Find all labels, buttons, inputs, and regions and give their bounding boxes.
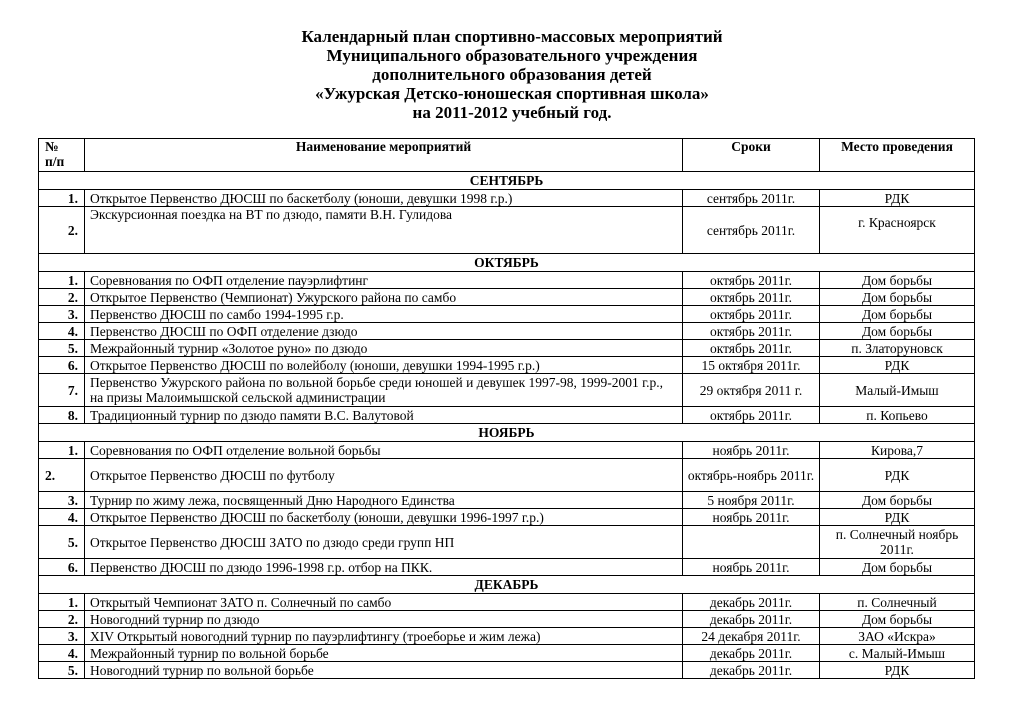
event-place: Дом борьбы	[820, 306, 975, 323]
event-name: Открытый Чемпионат ЗАТО п. Солнечный по самбо	[85, 594, 683, 611]
event-name: XIV Открытый новогодний турнир по пауэрлифтингу (троеборье и жим лежа)	[85, 628, 683, 645]
event-date: 24 декабря 2011г.	[683, 628, 820, 645]
table-row	[39, 323, 975, 340]
row-number: 2.	[39, 459, 85, 492]
title-line: дополнительного образования детей	[372, 65, 652, 84]
event-place: ЗАО «Искра»	[820, 628, 975, 645]
row-number: 1.	[39, 190, 85, 207]
row-number: 2.	[39, 207, 85, 254]
title-line: на 2011-2012 учебный год.	[412, 103, 612, 122]
month-title: ОКТЯБРЬ	[39, 254, 975, 272]
column-header-date: Сроки	[683, 139, 820, 172]
event-name: Открытое Первенство ДЮСШ по волейболу (юноши, девушки 1994-1995 г.р.)	[85, 357, 683, 374]
number-header-line1: №	[45, 139, 59, 154]
row-number: 1.	[39, 272, 85, 289]
event-place: п. Златоруновск	[820, 340, 975, 357]
table-row	[39, 306, 975, 323]
row-number: 3.	[39, 492, 85, 509]
event-place: Дом борьбы	[820, 492, 975, 509]
event-date: декабрь 2011г.	[683, 611, 820, 628]
event-name: Межрайонный турнир по вольной борьбе	[85, 645, 683, 662]
event-place: Кирова,7	[820, 442, 975, 459]
document-title	[0, 27, 1024, 122]
row-number: 4.	[39, 645, 85, 662]
event-place: Дом борьбы	[820, 272, 975, 289]
event-name: Новогодний турнир по вольной борьбе	[85, 662, 683, 679]
event-name: Первенство Ужурского района по вольной борьбе среди юношей и девушек 1997-98, 1999-2001 г.р., на призы Малоимышской сельской администрации	[85, 374, 683, 407]
event-place: РДК	[820, 357, 975, 374]
table-row	[39, 459, 975, 492]
month-row	[39, 576, 975, 594]
event-place: п. Копьево	[820, 407, 975, 424]
number-header-line2: п/п	[45, 154, 65, 169]
table-row	[39, 207, 975, 254]
row-number: 2.	[39, 611, 85, 628]
table-row	[39, 611, 975, 628]
row-number: 6.	[39, 559, 85, 576]
month-row	[39, 172, 975, 190]
month-row	[39, 254, 975, 272]
event-place: п. Солнечный ноябрь 2011г.	[820, 526, 975, 559]
event-date	[683, 526, 820, 559]
row-number: 1.	[39, 442, 85, 459]
event-name: Первенство ДЮСШ по ОФП отделение дзюдо	[85, 323, 683, 340]
event-date: октябрь 2011г.	[683, 340, 820, 357]
row-number: 8.	[39, 407, 85, 424]
event-name: Соревнования по ОФП отделение вольной борьбы	[85, 442, 683, 459]
event-date: сентябрь 2011г.	[683, 207, 820, 254]
month-title: ДЕКАБРЬ	[39, 576, 975, 594]
row-number: 3.	[39, 306, 85, 323]
event-place: г. Красноярск	[820, 207, 975, 254]
title-line: «Ужурская Детско-юношеская спортивная школа»	[315, 84, 709, 103]
row-number: 6.	[39, 357, 85, 374]
table-row	[39, 272, 975, 289]
event-place: Дом борьбы	[820, 323, 975, 340]
title-line: Муниципального образовательного учреждения	[326, 46, 698, 65]
event-date: сентябрь 2011г.	[683, 190, 820, 207]
event-name: Открытое Первенство ДЮСШ по баскетболу (юноши, девушки 1998 г.р.)	[85, 190, 683, 207]
table-row	[39, 559, 975, 576]
row-number: 5.	[39, 526, 85, 559]
events-table	[38, 138, 975, 679]
month-row	[39, 424, 975, 442]
event-date: декабрь 2011г.	[683, 594, 820, 611]
column-header-name: Наименование мероприятий	[85, 139, 683, 172]
event-name: Соревнования по ОФП отделение пауэрлифтинг	[85, 272, 683, 289]
event-place: Дом борьбы	[820, 289, 975, 306]
table-row	[39, 628, 975, 645]
column-header-place: Место проведения	[820, 139, 975, 172]
table-row	[39, 190, 975, 207]
title-line: Календарный план спортивно-массовых мероприятий	[301, 27, 723, 46]
event-name: Открытое Первенство ДЮСШ ЗАТО по дзюдо среди групп НП	[85, 526, 683, 559]
column-header-number	[39, 139, 85, 172]
month-title: НОЯБРЬ	[39, 424, 975, 442]
event-place: Малый-Имыш	[820, 374, 975, 407]
table-row	[39, 289, 975, 306]
table-row	[39, 509, 975, 526]
event-name: Новогодний турнир по дзюдо	[85, 611, 683, 628]
row-number: 7.	[39, 374, 85, 407]
event-place: Дом борьбы	[820, 559, 975, 576]
event-name: Межрайонный турнир «Золотое руно» по дзюдо	[85, 340, 683, 357]
row-number: 5.	[39, 340, 85, 357]
table-row	[39, 526, 975, 559]
event-date: декабрь 2011г.	[683, 645, 820, 662]
event-date: ноябрь 2011г.	[683, 509, 820, 526]
event-date: октябрь 2011г.	[683, 272, 820, 289]
table-row	[39, 407, 975, 424]
event-place: РДК	[820, 662, 975, 679]
event-name: Первенство ДЮСШ по самбо 1994-1995 г.р.	[85, 306, 683, 323]
event-date: октябрь 2011г.	[683, 407, 820, 424]
event-name: Экскурсионная поездка на ВТ по дзюдо, памяти В.Н. Гулидова	[85, 207, 683, 254]
row-number: 4.	[39, 509, 85, 526]
event-place: п. Солнечный	[820, 594, 975, 611]
event-date: октябрь 2011г.	[683, 323, 820, 340]
row-number: 1.	[39, 594, 85, 611]
event-name: Традиционный турнир по дзюдо памяти В.С. Валутовой	[85, 407, 683, 424]
table-row	[39, 357, 975, 374]
event-name: Турнир по жиму лежа, посвященный Дню Народного Единства	[85, 492, 683, 509]
event-date: ноябрь 2011г.	[683, 559, 820, 576]
event-place: с. Малый-Имыш	[820, 645, 975, 662]
event-place: РДК	[820, 509, 975, 526]
event-place: Дом борьбы	[820, 611, 975, 628]
event-date: декабрь 2011г.	[683, 662, 820, 679]
event-date: 5 ноября 2011г.	[683, 492, 820, 509]
event-place: РДК	[820, 459, 975, 492]
table-row	[39, 594, 975, 611]
table-row	[39, 374, 975, 407]
row-number: 2.	[39, 289, 85, 306]
event-date: октябрь-ноябрь 2011г.	[683, 459, 820, 492]
event-name: Открытое Первенство ДЮСШ по футболу	[85, 459, 683, 492]
row-number: 5.	[39, 662, 85, 679]
month-title: СЕНТЯБРЬ	[39, 172, 975, 190]
row-number: 3.	[39, 628, 85, 645]
event-name: Открытое Первенство (Чемпионат) Ужурского района по самбо	[85, 289, 683, 306]
event-name: Первенство ДЮСШ по дзюдо 1996-1998 г.р. отбор на ПКК.	[85, 559, 683, 576]
table-row	[39, 492, 975, 509]
event-date: октябрь 2011г.	[683, 306, 820, 323]
table-row	[39, 645, 975, 662]
table-row	[39, 340, 975, 357]
table-row	[39, 442, 975, 459]
event-date: ноябрь 2011г.	[683, 442, 820, 459]
event-name: Открытое Первенство ДЮСШ по баскетболу (юноши, девушки 1996-1997 г.р.)	[85, 509, 683, 526]
table-header-row	[39, 139, 975, 172]
event-date: октябрь 2011г.	[683, 289, 820, 306]
event-place: РДК	[820, 190, 975, 207]
event-date: 15 октября 2011г.	[683, 357, 820, 374]
row-number: 4.	[39, 323, 85, 340]
table-row	[39, 662, 975, 679]
event-date: 29 октября 2011 г.	[683, 374, 820, 407]
